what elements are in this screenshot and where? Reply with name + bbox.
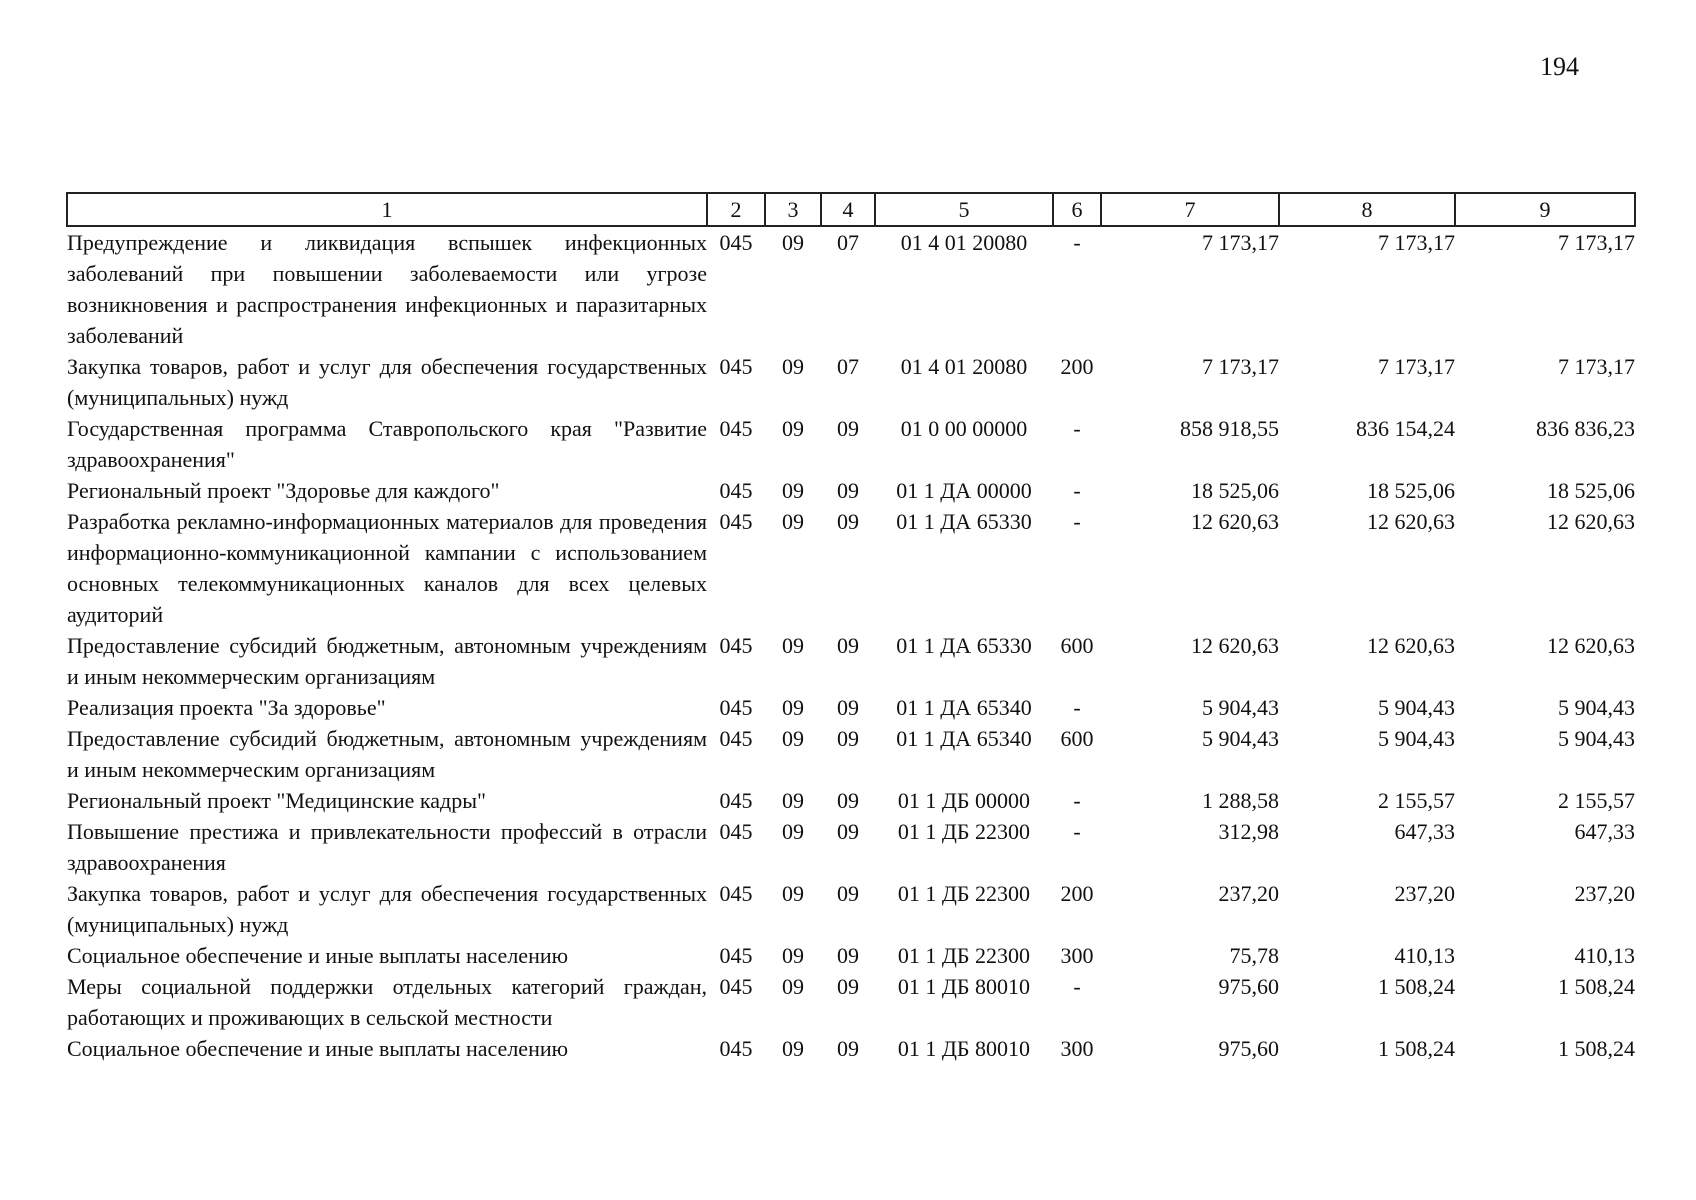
target-article-cell: 01 1 ДБ 80010 <box>897 1036 1031 1061</box>
row-name-cell: Региональный проект "Медицинские кадры" <box>67 788 486 813</box>
amount-col9-cell: 410,13 <box>1574 943 1635 968</box>
table-row <box>67 940 1635 971</box>
row-name-cell: Закупка товаров, работ и услуг для обеспечения государственных (муниципальных) нужд <box>67 354 707 410</box>
row-name-cell: Региональный проект "Здоровье для каждого" <box>67 478 500 503</box>
table-row <box>67 692 1635 723</box>
subsection-cell: 09 <box>837 695 859 720</box>
target-article-cell: 01 1 ДА 65330 <box>896 633 1032 658</box>
grbs-cell: 045 <box>719 633 753 658</box>
amount-col7-cell: 75,78 <box>1229 943 1279 968</box>
expense-type-cell: - <box>1073 695 1081 720</box>
amount-col9-cell: 5 904,43 <box>1558 695 1635 720</box>
section-cell: 09 <box>782 788 804 813</box>
row-name-cell: Разработка рекламно-информационных материалов для проведения информационно-коммуникационной кампании с использованием основных телекоммуникационных каналов для всех целевых аудиторий <box>67 509 707 627</box>
expense-type-cell: 300 <box>1060 943 1094 968</box>
amount-col7-cell: 7 173,17 <box>1202 354 1279 379</box>
amount-col8-cell: 12 620,63 <box>1367 509 1455 534</box>
section-cell: 09 <box>782 726 804 751</box>
table-row <box>67 226 1635 351</box>
amount-col8-cell: 647,33 <box>1394 819 1455 844</box>
expense-type-cell: 600 <box>1060 726 1094 751</box>
table-row <box>67 816 1635 878</box>
amount-col7-cell: 858 918,55 <box>1180 416 1279 441</box>
amount-col9-cell: 5 904,43 <box>1558 726 1635 751</box>
amount-col8-cell: 1 508,24 <box>1378 1036 1455 1061</box>
row-name-cell: Закупка товаров, работ и услуг для обеспечения государственных (муниципальных) нужд <box>67 881 707 937</box>
subsection-cell: 09 <box>837 726 859 751</box>
target-article-cell: 01 1 ДА 65330 <box>896 509 1032 534</box>
target-article-cell: 01 1 ДБ 22300 <box>897 943 1031 968</box>
amount-col8-cell: 7 173,17 <box>1378 230 1455 255</box>
expense-type-cell: 300 <box>1060 1036 1094 1061</box>
subsection-cell: 07 <box>837 354 859 379</box>
expense-type-cell: - <box>1073 819 1081 844</box>
column-header-2: 2 <box>707 193 765 226</box>
table-row <box>67 971 1635 1033</box>
amount-col8-cell: 2 155,57 <box>1378 788 1455 813</box>
subsection-cell: 09 <box>837 633 859 658</box>
expense-type-cell: 200 <box>1060 354 1094 379</box>
section-cell: 09 <box>782 633 804 658</box>
amount-col9-cell: 237,20 <box>1574 881 1635 906</box>
row-name-cell: Реализация проекта "За здоровье" <box>67 695 386 720</box>
table-row <box>67 413 1635 475</box>
subsection-cell: 09 <box>837 974 859 999</box>
table-row <box>67 351 1635 413</box>
section-cell: 09 <box>782 974 804 999</box>
table-row <box>67 630 1635 692</box>
column-header-7: 7 <box>1101 193 1279 226</box>
grbs-cell: 045 <box>719 695 753 720</box>
section-cell: 09 <box>782 354 804 379</box>
grbs-cell: 045 <box>719 509 753 534</box>
amount-col9-cell: 7 173,17 <box>1558 230 1635 255</box>
amount-col9-cell: 2 155,57 <box>1558 788 1635 813</box>
grbs-cell: 045 <box>719 788 753 813</box>
subsection-cell: 09 <box>837 478 859 503</box>
subsection-cell: 09 <box>837 943 859 968</box>
amount-col8-cell: 836 154,24 <box>1356 416 1455 441</box>
grbs-cell: 045 <box>719 974 753 999</box>
amount-col9-cell: 1 508,24 <box>1558 974 1635 999</box>
row-name-cell: Социальное обеспечение и иные выплаты населению <box>67 943 569 968</box>
target-article-cell: 01 1 ДБ 80010 <box>897 974 1031 999</box>
column-header-9: 9 <box>1455 193 1635 226</box>
expense-type-cell: - <box>1073 416 1081 441</box>
amount-col9-cell: 647,33 <box>1574 819 1635 844</box>
target-article-cell: 01 0 00 00000 <box>900 416 1028 441</box>
column-header-1: 1 <box>67 193 707 226</box>
amount-col8-cell: 18 525,06 <box>1367 478 1455 503</box>
target-article-cell: 01 4 01 20080 <box>900 230 1028 255</box>
row-name-cell: Социальное обеспечение и иные выплаты населению <box>67 1036 569 1061</box>
amount-col9-cell: 12 620,63 <box>1547 633 1635 658</box>
page-number: 194 <box>1540 52 1579 81</box>
expense-type-cell: 200 <box>1060 881 1094 906</box>
amount-col7-cell: 18 525,06 <box>1191 478 1279 503</box>
target-article-cell: 01 4 01 20080 <box>900 354 1028 379</box>
row-name-cell: Предоставление субсидий бюджетным, автономным учреждениям и иным некоммерческим организациям <box>67 726 707 782</box>
amount-col9-cell: 1 508,24 <box>1558 1036 1635 1061</box>
table-row <box>67 878 1635 940</box>
row-name-cell: Предупреждение и ликвидация вспышек инфекционных заболеваний при повышении заболеваемости или угрозе возникновения и распространения инфекционных и паразитарных заболеваний <box>67 230 707 348</box>
subsection-cell: 09 <box>837 881 859 906</box>
expense-type-cell: - <box>1073 230 1081 255</box>
column-header-6: 6 <box>1053 193 1101 226</box>
section-cell: 09 <box>782 881 804 906</box>
grbs-cell: 045 <box>719 354 753 379</box>
section-cell: 09 <box>782 819 804 844</box>
table-row <box>67 785 1635 816</box>
section-cell: 09 <box>782 230 804 255</box>
amount-col7-cell: 5 904,43 <box>1202 726 1279 751</box>
section-cell: 09 <box>782 478 804 503</box>
subsection-cell: 09 <box>837 416 859 441</box>
grbs-cell: 045 <box>719 416 753 441</box>
grbs-cell: 045 <box>719 943 753 968</box>
subsection-cell: 09 <box>837 509 859 534</box>
row-name-cell: Предоставление субсидий бюджетным, автономным учреждениям и иным некоммерческим организациям <box>67 633 707 689</box>
section-cell: 09 <box>782 695 804 720</box>
amount-col7-cell: 975,60 <box>1218 974 1279 999</box>
expense-type-cell: - <box>1073 509 1081 534</box>
grbs-cell: 045 <box>719 881 753 906</box>
amount-col7-cell: 312,98 <box>1218 819 1279 844</box>
header-row <box>67 193 1635 226</box>
subsection-cell: 07 <box>837 230 859 255</box>
expense-type-cell: - <box>1073 974 1081 999</box>
target-article-cell: 01 1 ДБ 22300 <box>897 819 1031 844</box>
amount-col8-cell: 410,13 <box>1394 943 1455 968</box>
table-header <box>67 193 1635 226</box>
target-article-cell: 01 1 ДБ 00000 <box>897 788 1031 813</box>
amount-col8-cell: 12 620,63 <box>1367 633 1455 658</box>
amount-col8-cell: 237,20 <box>1394 881 1455 906</box>
amount-col9-cell: 7 173,17 <box>1558 354 1635 379</box>
column-header-3: 3 <box>765 193 821 226</box>
column-header-8: 8 <box>1279 193 1455 226</box>
amount-col9-cell: 836 836,23 <box>1536 416 1635 441</box>
row-name-cell: Повышение престижа и привлекательности профессий в отрасли здравоохранения <box>67 819 707 875</box>
amount-col8-cell: 5 904,43 <box>1378 695 1455 720</box>
table-body <box>67 226 1635 1064</box>
table-row <box>67 1033 1635 1064</box>
subsection-cell: 09 <box>837 788 859 813</box>
section-cell: 09 <box>782 1036 804 1061</box>
amount-col7-cell: 5 904,43 <box>1202 695 1279 720</box>
amount-col7-cell: 12 620,63 <box>1191 633 1279 658</box>
section-cell: 09 <box>782 416 804 441</box>
grbs-cell: 045 <box>719 1036 753 1061</box>
target-article-cell: 01 1 ДБ 22300 <box>897 881 1031 906</box>
subsection-cell: 09 <box>837 819 859 844</box>
amount-col8-cell: 5 904,43 <box>1378 726 1455 751</box>
expense-type-cell: 600 <box>1060 633 1094 658</box>
table-row <box>67 475 1635 506</box>
expense-type-cell: - <box>1073 478 1081 503</box>
row-name-cell: Государственная программа Ставропольского края "Развитие здравоохранения" <box>67 416 707 472</box>
amount-col8-cell: 1 508,24 <box>1378 974 1455 999</box>
target-article-cell: 01 1 ДА 65340 <box>896 726 1032 751</box>
grbs-cell: 045 <box>719 478 753 503</box>
amount-col9-cell: 18 525,06 <box>1547 478 1635 503</box>
column-header-4: 4 <box>821 193 875 226</box>
amount-col7-cell: 7 173,17 <box>1202 230 1279 255</box>
target-article-cell: 01 1 ДА 00000 <box>896 478 1032 503</box>
amount-col7-cell: 237,20 <box>1218 881 1279 906</box>
grbs-cell: 045 <box>719 726 753 751</box>
table-row <box>67 506 1635 630</box>
amount-col8-cell: 7 173,17 <box>1378 354 1455 379</box>
column-header-5: 5 <box>875 193 1053 226</box>
table-row <box>67 723 1635 785</box>
expense-type-cell: - <box>1073 788 1081 813</box>
row-name-cell: Меры социальной поддержки отдельных категорий граждан, работающих и проживающих в сельской местности <box>67 974 707 1030</box>
subsection-cell: 09 <box>837 1036 859 1061</box>
budget-table <box>66 192 1636 1064</box>
amount-col7-cell: 975,60 <box>1218 1036 1279 1061</box>
target-article-cell: 01 1 ДА 65340 <box>896 695 1032 720</box>
section-cell: 09 <box>782 509 804 534</box>
amount-col7-cell: 12 620,63 <box>1191 509 1279 534</box>
amount-col7-cell: 1 288,58 <box>1202 788 1279 813</box>
section-cell: 09 <box>782 943 804 968</box>
grbs-cell: 045 <box>719 230 753 255</box>
grbs-cell: 045 <box>719 819 753 844</box>
amount-col9-cell: 12 620,63 <box>1547 509 1635 534</box>
